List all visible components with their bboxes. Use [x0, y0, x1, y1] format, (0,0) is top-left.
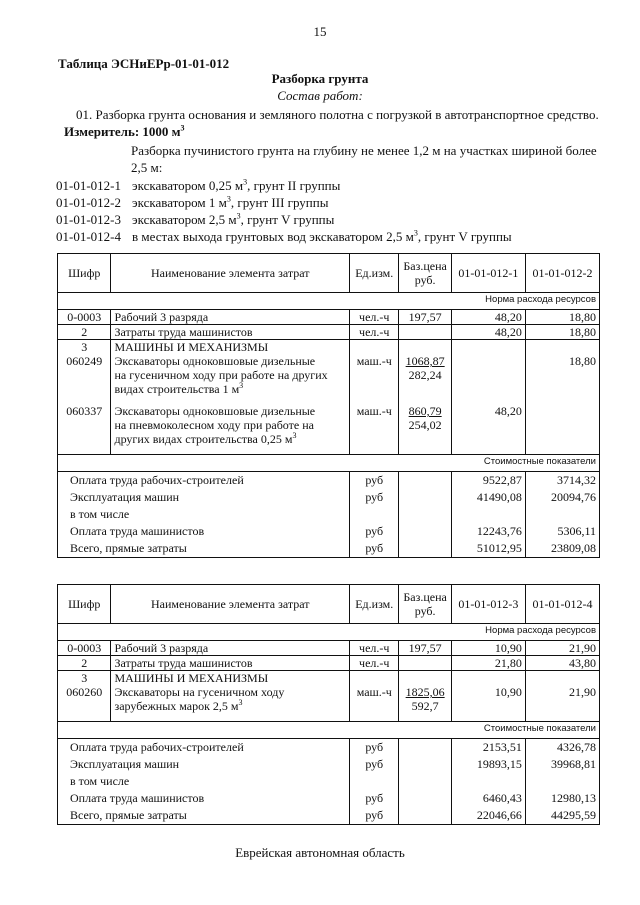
cell-code: 060249: [58, 354, 111, 404]
machine-sup: 3: [292, 431, 297, 440]
total-unit: руб: [350, 807, 399, 825]
total-b: 44295,59: [525, 807, 599, 825]
table-row: [58, 404, 600, 454]
code-id: 01-01-012-4: [56, 229, 121, 244]
total-label: Эксплуатация машин: [58, 756, 350, 773]
total-a: [451, 506, 525, 523]
measure-text: Измеритель: 1000 м: [64, 124, 181, 139]
code-sup: 3: [226, 194, 231, 204]
cell-unit: чел.-ч: [350, 641, 399, 656]
total-a: 12243,76: [451, 523, 525, 540]
cell-a: 48,20: [451, 310, 525, 325]
cell-b: 18,80: [525, 310, 599, 325]
cell-a: 48,20: [451, 404, 525, 454]
total-unit: [350, 506, 399, 523]
code-desc: в местах выхода грунтовых вод экскаватором 2,5 м: [132, 229, 414, 244]
cell-name: [111, 354, 350, 404]
cell-b: 21,90: [525, 641, 599, 656]
total-a: 19893,15: [451, 756, 525, 773]
page-number: 15: [313, 24, 327, 39]
total-b: 12980,13: [525, 790, 599, 807]
cell-b: [525, 404, 599, 454]
table-row: [58, 671, 600, 686]
total-label: Оплата труда рабочих-строителей: [58, 738, 350, 756]
measure-unit: [64, 124, 185, 140]
table-header-row: [58, 585, 600, 624]
code-desc: экскаватором 1 м: [132, 195, 227, 210]
cell-name: МАШИНЫ И МЕХАНИЗМЫ: [111, 340, 350, 355]
total-row: [58, 773, 600, 790]
machine-sup: 3: [238, 698, 243, 707]
cell-price: 197,57: [399, 641, 451, 656]
cell-price: [399, 325, 451, 340]
cell-name: [111, 404, 350, 454]
table-row: [58, 310, 600, 325]
cell-unit: чел.-ч: [350, 325, 399, 340]
total-a: 22046,66: [451, 807, 525, 825]
total-unit: руб: [350, 523, 399, 540]
total-unit: руб: [350, 790, 399, 807]
cell-unit: маш.-ч: [350, 404, 399, 454]
machine-name-l1: Экскаваторы на гусеничном ходу: [114, 685, 285, 699]
code-desc-end: , грунт II группы: [247, 178, 341, 193]
cell-a: 10,90: [451, 641, 525, 656]
cell-code: 3: [58, 671, 111, 686]
machine-sup: 3: [239, 381, 244, 390]
price-total: 860,79: [408, 404, 442, 418]
total-b: 20094,76: [525, 489, 599, 506]
machine-name-l3: других видах строительства 0,25 м: [114, 432, 293, 446]
table-row: [58, 641, 600, 656]
total-row: [58, 471, 600, 489]
code-sup: 3: [243, 177, 248, 187]
header-price-l1: Баз.цена: [403, 259, 447, 273]
total-row: [58, 790, 600, 807]
header-unit: Ед.изм.: [350, 585, 399, 624]
table-row: [58, 340, 600, 355]
total-unit: руб: [350, 738, 399, 756]
total-unit: руб: [350, 540, 399, 558]
header-price: [399, 254, 451, 293]
header-code: Шифр: [58, 254, 111, 293]
cell-unit: чел.-ч: [350, 656, 399, 671]
table-row: [58, 656, 600, 671]
code-row: [56, 195, 328, 211]
cell-name: Рабочий 3 разряда: [111, 641, 350, 656]
region-footer: Еврейская автономная область: [235, 845, 405, 860]
total-label: в том числе: [58, 506, 350, 523]
cell-name: [111, 685, 350, 721]
norm-label: Норма расхода ресурсов: [58, 293, 600, 310]
table-title: Таблица ЭСНиЕРр-01-01-012: [58, 56, 230, 71]
total-row: [58, 756, 600, 773]
code-row: [56, 229, 512, 245]
header-name: Наименование элемента затрат: [111, 254, 350, 293]
header-col-b: 01-01-012-2: [525, 254, 599, 293]
total-a: 41490,08: [451, 489, 525, 506]
header-code: Шифр: [58, 585, 111, 624]
cell-a: 48,20: [451, 325, 525, 340]
cost-label: Стоимостные показатели: [58, 454, 600, 471]
cell-code: 3: [58, 340, 111, 355]
cell-name: Затраты труда машинистов: [111, 325, 350, 340]
header-name: Наименование элемента затрат: [111, 585, 350, 624]
norm-label: Норма расхода ресурсов: [58, 624, 600, 641]
code-row: [56, 212, 334, 228]
total-b: 3714,32: [525, 471, 599, 489]
cell-unit: маш.-ч: [350, 685, 399, 721]
total-b: [525, 506, 599, 523]
resource-table-2: [57, 584, 600, 825]
total-unit: руб: [350, 471, 399, 489]
cell-price: [399, 656, 451, 671]
machine-name-l2: зарубежных марок 2,5 м: [114, 699, 239, 713]
cell-code: 2: [58, 325, 111, 340]
machine-name-l1: Экскаваторы одноковшовые дизельные: [114, 354, 316, 368]
total-a: 9522,87: [451, 471, 525, 489]
cost-band: [58, 721, 600, 738]
total-a: 6460,43: [451, 790, 525, 807]
machine-name-l2: на пневмоколесном ходу при работе на: [114, 418, 314, 432]
total-b: 39968,81: [525, 756, 599, 773]
total-row: [58, 807, 600, 825]
cell-b: 21,90: [525, 685, 599, 721]
table-row: [58, 354, 600, 404]
section-title: Разборка грунта: [271, 71, 369, 86]
code-sup: 3: [236, 211, 241, 221]
total-b: 23809,08: [525, 540, 599, 558]
cell-name: Затраты труда машинистов: [111, 656, 350, 671]
total-row: [58, 738, 600, 756]
header-price: [399, 585, 451, 624]
cell-price: [399, 685, 451, 721]
code-row: [56, 178, 340, 194]
table-header-row: [58, 254, 600, 293]
total-b: [525, 773, 599, 790]
cell-b: 18,80: [525, 325, 599, 340]
machine-name-l2: на гусеничном ходу при работе на других: [114, 368, 328, 382]
total-a: 51012,95: [451, 540, 525, 558]
norm-band: [58, 624, 600, 641]
work-composition-header: Состав работ:: [277, 88, 363, 103]
cell-a: 10,90: [451, 685, 525, 721]
cell-price: [399, 404, 451, 454]
cell-name: МАШИНЫ И МЕХАНИЗМЫ: [111, 671, 350, 686]
resource-table-1: [57, 253, 600, 558]
total-label: в том числе: [58, 773, 350, 790]
total-b: 4326,78: [525, 738, 599, 756]
cell-a: 21,80: [451, 656, 525, 671]
description-line-2: 2,5 м:: [131, 160, 163, 175]
total-label: Эксплуатация машин: [58, 489, 350, 506]
cell-b: 43,80: [525, 656, 599, 671]
total-label: Оплата труда машинистов: [58, 790, 350, 807]
cell-price: 197,57: [399, 310, 451, 325]
code-desc: экскаватором 0,25 м: [132, 178, 244, 193]
total-unit: [350, 773, 399, 790]
cell-name: Рабочий 3 разряда: [111, 310, 350, 325]
header-col-a: 01-01-012-3: [451, 585, 525, 624]
price-total: 1068,87: [405, 354, 445, 368]
cell-unit: маш.-ч: [350, 354, 399, 404]
price-labor: 592,7: [411, 699, 439, 713]
cell-code: 0-0003: [58, 641, 111, 656]
total-label: Всего, прямые затраты: [58, 540, 350, 558]
code-desc-end: , грунт III группы: [230, 195, 329, 210]
header-col-b: 01-01-012-4: [525, 585, 599, 624]
cell-code: 060337: [58, 404, 111, 454]
machine-name-l3: видах строительства 1 м: [114, 382, 240, 396]
total-a: 2153,51: [451, 738, 525, 756]
machine-name-l1: Экскаваторы одноковшовые дизельные: [114, 404, 316, 418]
cell-code: 060260: [58, 685, 111, 721]
code-id: 01-01-012-2: [56, 195, 121, 210]
total-row: [58, 540, 600, 558]
table-row: [58, 685, 600, 721]
total-row: [58, 489, 600, 506]
code-id: 01-01-012-1: [56, 178, 121, 193]
code-desc-end: , грунт V группы: [417, 229, 512, 244]
total-unit: руб: [350, 756, 399, 773]
cell-unit: чел.-ч: [350, 310, 399, 325]
price-labor: 254,02: [408, 418, 442, 432]
code-id: 01-01-012-3: [56, 212, 121, 227]
header-price-l2: руб.: [414, 273, 436, 287]
header-price-l1: Баз.цена: [403, 590, 447, 604]
header-unit: Ед.изм.: [350, 254, 399, 293]
code-desc-end: , грунт V группы: [240, 212, 335, 227]
total-b: 5306,11: [525, 523, 599, 540]
cost-label: Стоимостные показатели: [58, 721, 600, 738]
cell-code: 2: [58, 656, 111, 671]
code-sup: 3: [413, 228, 418, 238]
description-line-1: Разборка пучинистого грунта на глубину не менее 1,2 м на участках шириной более: [131, 143, 597, 158]
header-price-l2: руб.: [414, 604, 436, 618]
work-item: 01. Разборка грунта основания и земляного полотна с погрузкой в автотранспортное средство.: [76, 107, 599, 122]
code-desc: экскаватором 2,5 м: [132, 212, 237, 227]
total-label: Всего, прямые затраты: [58, 807, 350, 825]
table-row: [58, 325, 600, 340]
cost-band: [58, 454, 600, 471]
total-label: Оплата труда рабочих-строителей: [58, 471, 350, 489]
total-row: [58, 506, 600, 523]
total-label: Оплата труда машинистов: [58, 523, 350, 540]
cell-code: 0-0003: [58, 310, 111, 325]
header-col-a: 01-01-012-1: [451, 254, 525, 293]
cell-price: [399, 354, 451, 404]
norm-band: [58, 293, 600, 310]
price-labor: 282,24: [408, 368, 442, 382]
price-total: 1825,06: [405, 685, 445, 699]
cell-b: 18,80: [525, 354, 599, 404]
cell-a: [451, 354, 525, 404]
measure-sup: 3: [180, 123, 185, 133]
total-row: [58, 523, 600, 540]
total-a: [451, 773, 525, 790]
total-unit: руб: [350, 489, 399, 506]
